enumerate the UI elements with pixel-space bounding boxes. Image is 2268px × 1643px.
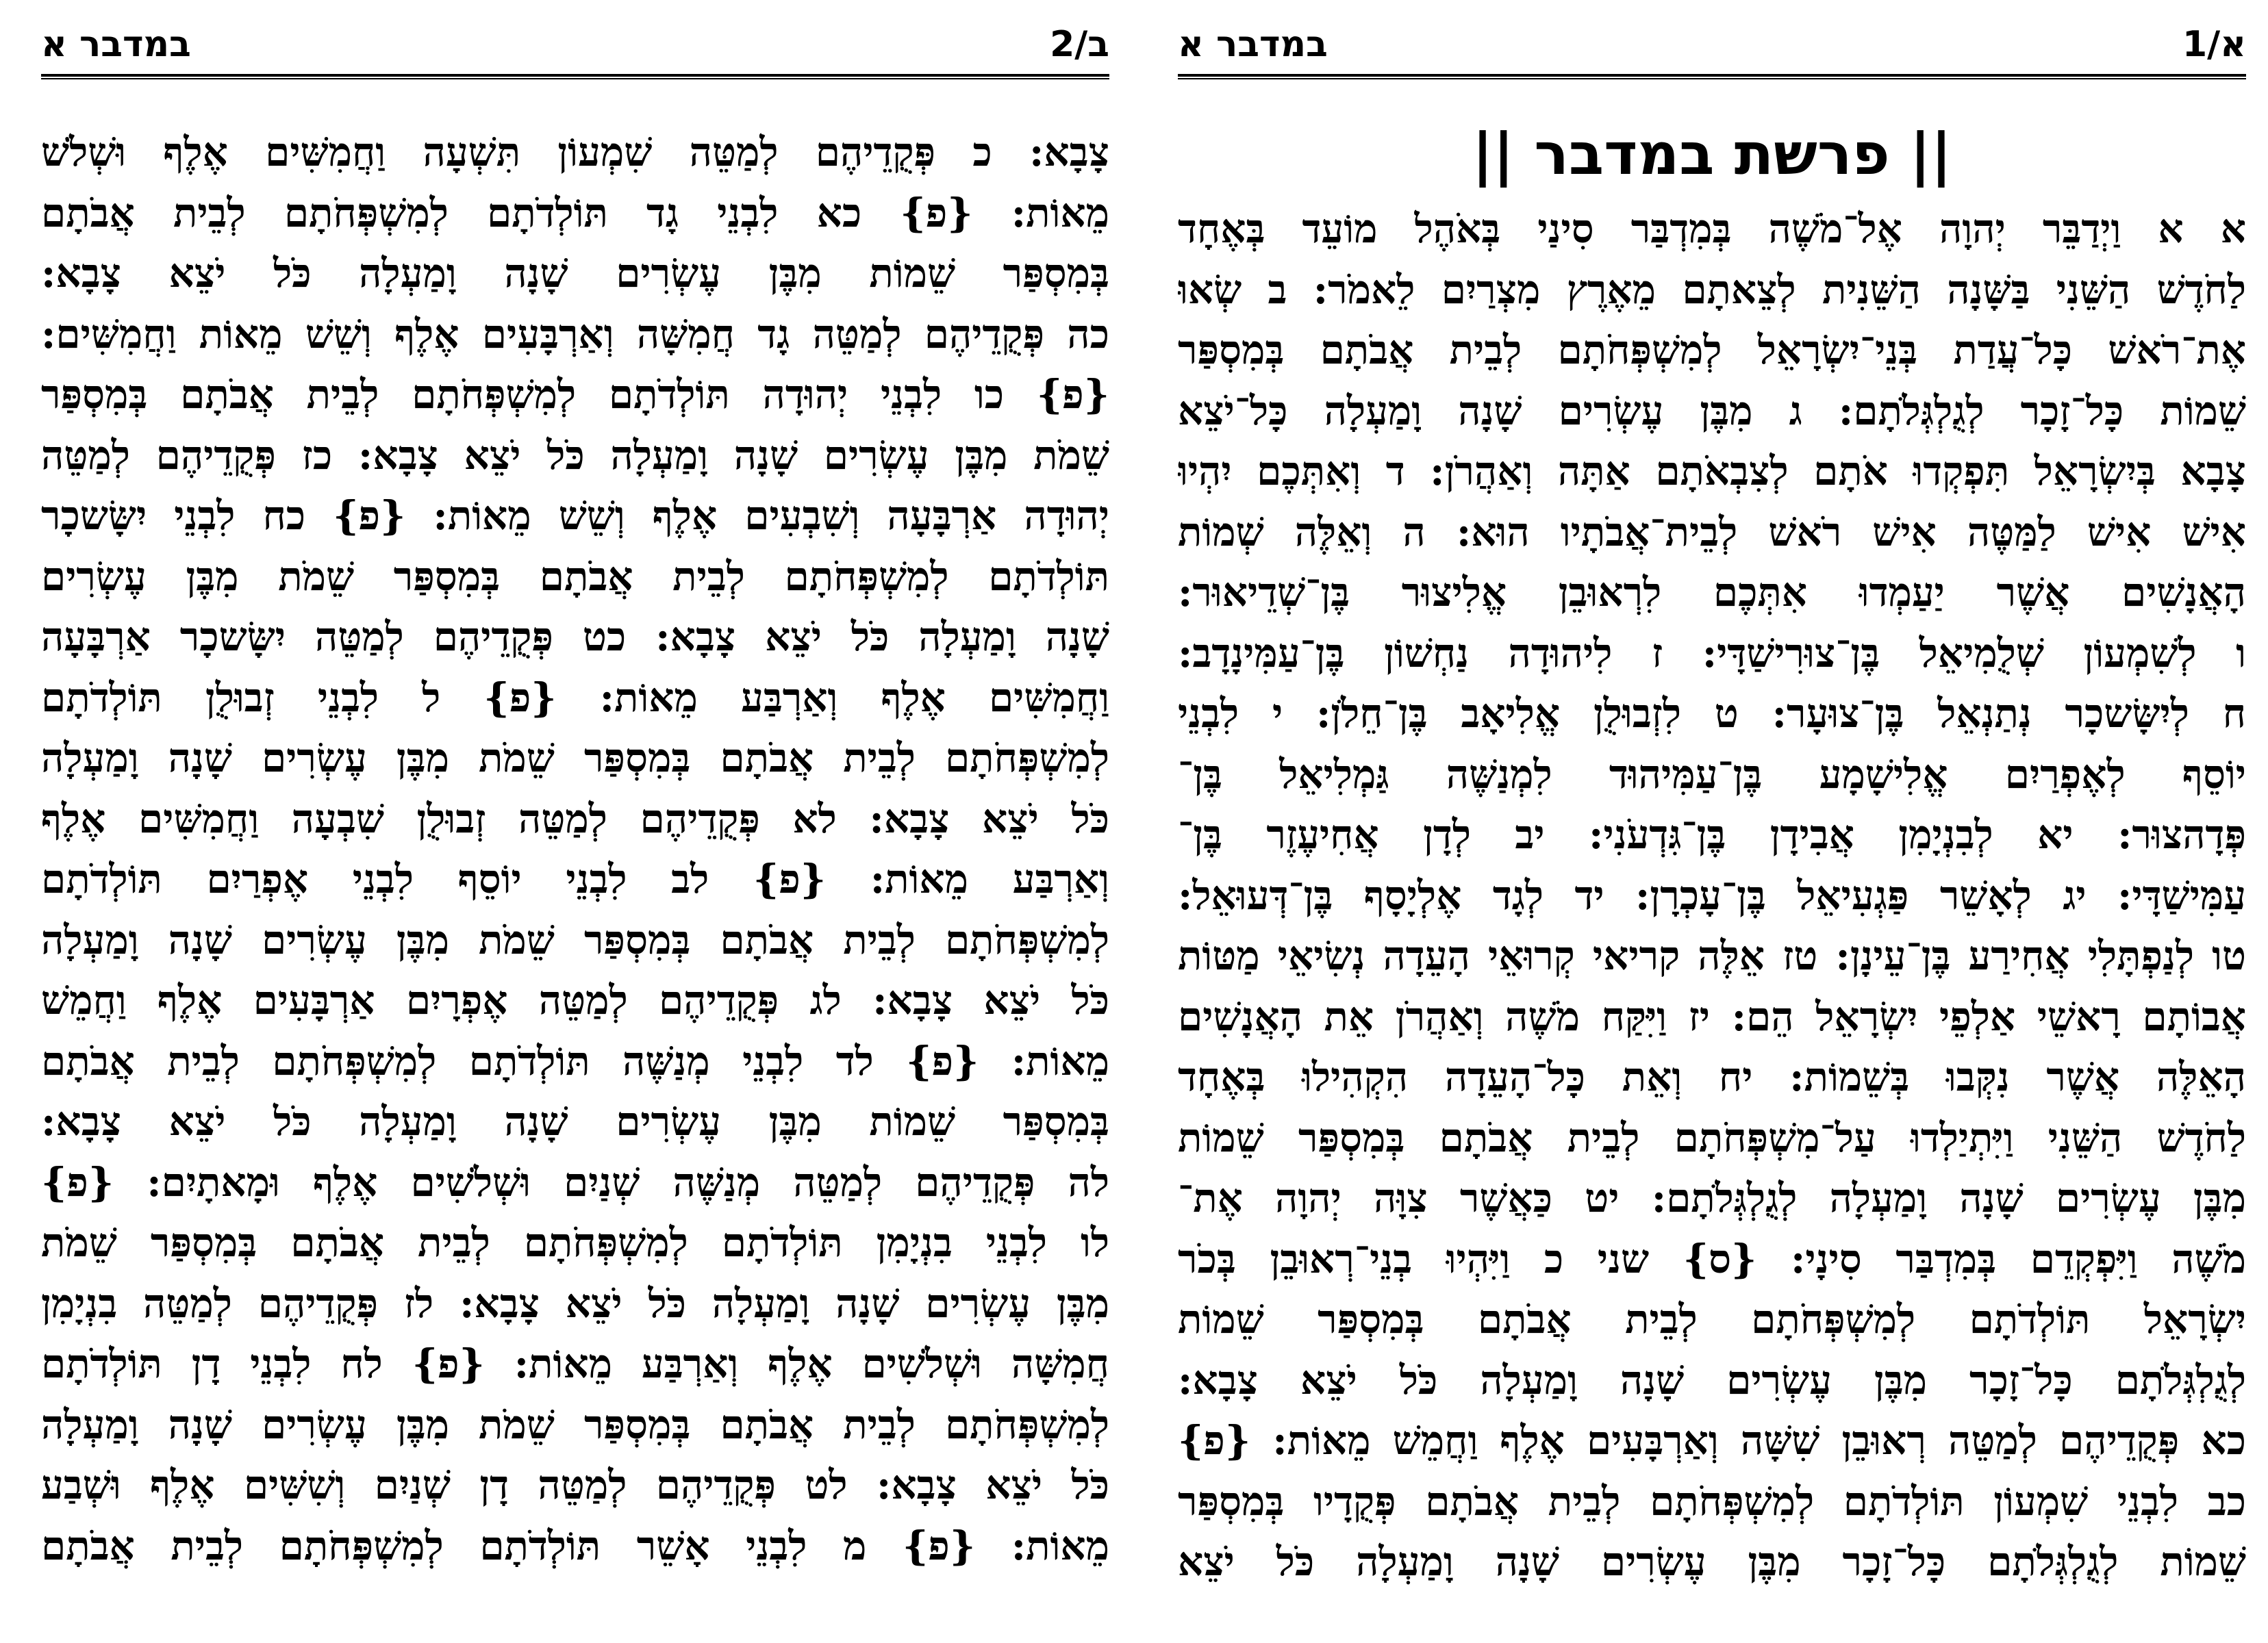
text-line: אֶת־רֹאשׁ כָּל־עֲדַת בְּנֵי־יִשְׂרָאֵל לְמִשְׁפְּחֹתָם לְבֵית אֲבֹתָם בְּמִסְפַּר (1178, 327, 2246, 373)
left-page-text (41, 122, 1109, 1576)
text-line: ח לְיִשָּׂשכָר נְתַנְאֵל בֶּן־צוּעָר: ט לִזְבוּלֻן אֱלִיאָב בֶּן־חֵלֹן: י לִבְנֵי (1178, 690, 2246, 737)
right-header-rule (1178, 74, 2246, 79)
text-line: מֵאוֹת: {פ} כא לִבְנֵי גָד תּוֹלְדֹתָם לְמִשְׁפְּחֹתָם לְבֵית אֲבֹתָם (41, 189, 1109, 236)
text-line: לְמִשְׁפְּחֹתָם לְבֵית אֲבֹתָם בְּמִסְפַּר שֵׁמֹת מִבֶּן עֶשְׂרִים שָׁנָה וָמַעְלָה (41, 1401, 1109, 1448)
text-line: הָאֵלֶּה אֲשֶׁר נִקְּבוּ בְּשֵׁמוֹת: יח וְאֵת כָּל־הָעֵדָה הִקְהִילוּ בְּאֶחָד (1178, 1054, 2246, 1100)
text-line: כא פְּקֻדֵיהֶם לְמַטֵּה רְאוּבֵן שִׁשָּׁה וְאַרְבָּעִים אֶלֶף וַחֲמֵשׁ מֵאוֹת: {פ} (1178, 1417, 2246, 1464)
text-line: לַחֹדֶשׁ הַשֵּׁנִי וַיִּתְיַלְדוּ עַל־מִשְׁפְּחֹתָם לְבֵית אֲבֹתָם בְּמִסְפַּר שֵׁמוֹת (1178, 1114, 2246, 1161)
text-line: מִבֶּן עֶשְׂרִים שָׁנָה וָמַעְלָה כֹּל יֹצֵא צָבָא: לז פְּקֻדֵיהֶם לְמַטֵּה בִנְיָמִן (41, 1279, 1109, 1327)
text-line: חֲמִשָּׁה וּשְׁלֹשִׁים אֶלֶף וְאַרְבַּע מֵאוֹת: {פ} לח לִבְנֵי דָן תּוֹלְדֹתָם (41, 1340, 1109, 1387)
left-page-header (41, 21, 1109, 68)
text-line: כֹּל יֹצֵא צָבָא: לג פְּקֻדֵיהֶם לְמַטֵּה אֶפְרָיִם אַרְבָּעִים אֶלֶף וַחֲמֵשׁ (41, 977, 1109, 1023)
left-page-number: ב/2 (1050, 24, 1109, 65)
left-header-rule (41, 74, 1109, 79)
text-line: לְמִשְׁפְּחֹתָם לְבֵית אֲבֹתָם בְּמִסְפַּר שֵׁמֹת מִבֶּן עֶשְׂרִים שָׁנָה וָמַעְלָה (41, 916, 1109, 963)
text-line: מִבֶּן עֶשְׂרִים שָׁנָה וָמַעְלָה לְגֻלְגְּלֹתָם: יט כַּאֲשֶׁר צִוָּה יְהוָה אֶת־ (1178, 1175, 2246, 1221)
text-line: יְהוּדָה אַרְבָּעָה וְשִׁבְעִים אֶלֶף וְשֵׁשׁ מֵאוֹת: {פ} כח לִבְנֵי יִשָּׂשכָר (41, 492, 1109, 539)
text-line: שֵׁמוֹת כָּל־זָכָר לְגֻלְגְּלֹתָם: ג מִבֶּן עֶשְׂרִים שָׁנָה וָמַעְלָה כָּל־יֹצֵא (1178, 387, 2246, 434)
right-page-header (1178, 21, 2246, 68)
text-line: כה פְּקֻדֵיהֶם לְמַטֵּה גָד חֲמִשָּׁה וְאַרְבָּעִים אֶלֶף וְשֵׁשׁ מֵאוֹת וַחֲמִשִּׁים: (41, 310, 1109, 357)
text-line: הָאֲנָשִׁים אֲשֶׁר יַעַמְדוּ אִתְּכֶם לִרְאוּבֵן אֱלִיצוּר בֶּן־שְׁדֵיאוּר: (1178, 569, 2246, 615)
text-line: לַחֹדֶשׁ הַשֵּׁנִי בַּשָּׁנָה הַשֵּׁנִית לְצֵאתָם מֵאֶרֶץ מִצְרַיִם לֵאמֹר: ב שְׂאוּ (1178, 266, 2246, 313)
text-line: טו לְנַפְתָּלִי אֲחִירַע בֶּן־עֵינָן: טז אֵלֶּה קריאי קְרוּאֵי הָעֵדָה נְשִׂיאֵי מַטּוֹת (1178, 932, 2246, 979)
text-line: יִשְׂרָאֵל תּוֹלְדֹתָם לְמִשְׁפְּחֹתָם לְבֵית אֲבֹתָם בְּמִסְפַּר שֵׁמוֹת (1178, 1296, 2246, 1342)
right-page-text (1178, 199, 2246, 1592)
text-line: שָׁנָה וָמַעְלָה כֹּל יֹצֵא צָבָא: כט פְּקֻדֵיהֶם לְמַטֵּה יִשָּׂשכָר אַרְבָּעָה (41, 613, 1109, 660)
right-page (1178, 0, 2246, 1643)
text-line: מֹשֶׁה וַיִּפְקְדֵם בְּמִדְבַּר סִינָי: {ס} שני כ וַיִּהְיוּ בְנֵי־רְאוּבֵן בְּכֹר (1178, 1235, 2246, 1282)
text-line: תּוֹלְדֹתָם לְמִשְׁפְּחֹתָם לְבֵית אֲבֹתָם בְּמִסְפַּר שֵׁמֹת מִבֶּן עֶשְׂרִים (41, 552, 1109, 600)
left-running-head: במדבר א (41, 24, 191, 65)
text-line: פְּדָהצוּר: יא לְבִנְיָמִן אֲבִידָן בֶּן־גִּדְעֹנִי: יב לְדָן אֲחִיעֶזֶר בֶּן־ (1178, 811, 2246, 858)
parasha-title: || פרשת במדבר || (1472, 120, 1952, 188)
text-line: בְּמִסְפַּר שֵׁמוֹת מִבֶּן עֶשְׂרִים שָׁנָה וָמַעְלָה כֹּל יֹצֵא צָבָא: (41, 250, 1109, 296)
text-line: שֵׁמוֹת לְגֻלְגְּלֹתָם כָּל־זָכָר מִבֶּן עֶשְׂרִים שָׁנָה וָמַעְלָה כֹּל יֹצֵא (1178, 1538, 2246, 1585)
text-line: א א וַיְדַבֵּר יְהוָה אֶל־מֹשֶׁה בְּמִדְבַּר סִינַי בְּאֹהֶל מוֹעֵד בְּאֶחָד (1178, 205, 2246, 252)
text-line: יוֹסֵף לְאֶפְרַיִם אֱלִישָׁמָע בֶּן־עַמִּיהוּד לִמְנַשֶּׁה גַּמְלִיאֵל בֶּן־ (1178, 750, 2246, 798)
text-line: צָבָא: כ פְּקֻדֵיהֶם לְמַטֵּה שִׁמְעוֹן תִּשְׁעָה וַחֲמִשִּׁים אֶלֶף וּשְׁלֹשׁ (41, 129, 1109, 175)
text-line: וַחֲמִשִּׁים אֶלֶף וְאַרְבַּע מֵאוֹת: {פ} ל לִבְנֵי זְבוּלֻן תּוֹלְדֹתָם (41, 674, 1109, 721)
text-line: לו לִבְנֵי בִנְיָמִן תּוֹלְדֹתָם לְמִשְׁפְּחֹתָם לְבֵית אֲבֹתָם בְּמִסְפַּר שֵׁמֹת (41, 1219, 1109, 1266)
right-page-number: א/1 (2182, 24, 2246, 65)
text-line: בְּמִסְפַּר שֵׁמוֹת מִבֶּן עֶשְׂרִים שָׁנָה וָמַעְלָה כֹּל יֹצֵא צָבָא: (41, 1098, 1109, 1145)
text-line: אֲבוֹתָם רָאשֵׁי אַלְפֵי יִשְׂרָאֵל הֵם: יז וַיִּקַּח מֹשֶׁה וְאַהֲרֹן אֵת הָאֲנָשִׁים (1178, 993, 2246, 1040)
text-line: מֵאוֹת: {פ} מ לִבְנֵי אָשֵׁר תּוֹלְדֹתָם לְמִשְׁפְּחֹתָם לְבֵית אֲבֹתָם (41, 1522, 1109, 1569)
right-running-head: במדבר א (1178, 24, 1328, 65)
text-line: אִישׁ אִישׁ לַמַּטֶּה אִישׁ רֹאשׁ לְבֵית־אֲבֹתָיו הוּא: ה וְאֵלֶּה שְׁמוֹת (1178, 508, 2246, 555)
text-line: מֵאוֹת: {פ} לד לִבְנֵי מְנַשֶּׁה תּוֹלְדֹתָם לְמִשְׁפְּחֹתָם לְבֵית אֲבֹתָם (41, 1037, 1109, 1084)
text-line: כֹּל יֹצֵא צָבָא: לט פְּקֻדֵיהֶם לְמַטֵּה דָן שְׁנַיִם וְשִׁשִּׁים אֶלֶף וּשְׁבַע (41, 1462, 1109, 1508)
text-line: כֹּל יֹצֵא צָבָא: לא פְּקֻדֵיהֶם לְמַטֵּה זְבוּלֻן שִׁבְעָה וַחֲמִשִּׁים אֶלֶף (41, 795, 1109, 842)
text-line: ו לְשִׁמְעוֹן שְׁלֻמִיאֵל בֶּן־צוּרִישַׁדָּי: ז לִיהוּדָה נַחְשׁוֹן בֶּן־עַמִּינָדָב: (1178, 629, 2246, 676)
text-line: צָבָא בְּיִשְׂרָאֵל תִּפְקְדוּ אֹתָם לְצִבְאֹתָם אַתָּה וְאַהֲרֹן: ד וְאִתְּכֶם יִהְיוּ (1178, 448, 2246, 494)
text-line: שֵׁמֹת מִבֶּן עֶשְׂרִים שָׁנָה וָמַעְלָה כֹּל יֹצֵא צָבָא: כז פְּקֻדֵיהֶם לְמַטֵּה (41, 431, 1109, 479)
text-line: לה פְּקֻדֵיהֶם לְמַטֵּה מְנַשֶּׁה שְׁנַיִם וּשְׁלֹשִׁים אֶלֶף וּמָאתָיִם: {פ} (41, 1158, 1109, 1206)
text-line: וְאַרְבַּע מֵאוֹת: {פ} לב לִבְנֵי יוֹסֵף לִבְנֵי אֶפְרַיִם תּוֹלְדֹתָם (41, 856, 1109, 902)
left-page (41, 0, 1109, 1643)
text-line: לְגֻלְגְּלֹתָם כָּל־זָכָר מִבֶּן עֶשְׂרִים שָׁנָה וָמַעְלָה כֹּל יֹצֵא צָבָא: (1178, 1356, 2246, 1403)
text-line: עַמִּישַׁדָּי: יג לְאָשֵׁר פַּגְעִיאֵל בֶּן־עָכְרָן: יד לְגָד אֶלְיָסָף בֶּן־דְּעוּאֵל: (1178, 871, 2246, 919)
text-line: כב לִבְנֵי שִׁמְעוֹן תּוֹלְדֹתָם לְמִשְׁפְּחֹתָם לְבֵית אֲבֹתָם פְּקֻדָיו בְּמִסְפַּר (1178, 1477, 2246, 1525)
text-line: לְמִשְׁפְּחֹתָם לְבֵית אֲבֹתָם בְּמִסְפַּר שֵׁמֹת מִבֶּן עֶשְׂרִים שָׁנָה וָמַעְלָה (41, 735, 1109, 781)
text-line: {פ} כו לִבְנֵי יְהוּדָה תּוֹלְדֹתָם לְמִשְׁפְּחֹתָם לְבֵית אֲבֹתָם בְּמִסְפַּר (41, 371, 1109, 418)
